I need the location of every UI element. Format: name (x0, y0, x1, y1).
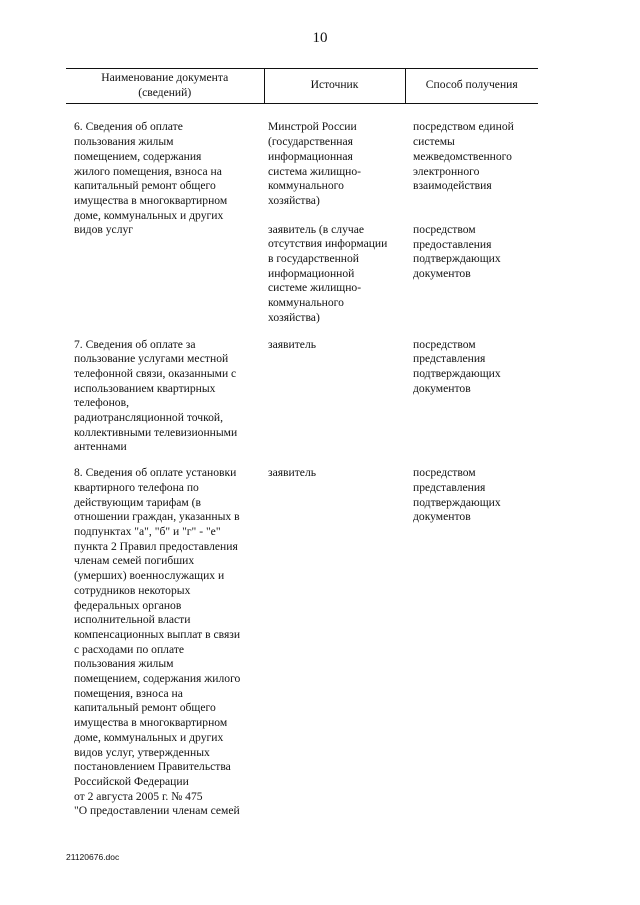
text-line: хозяйства) (268, 193, 320, 207)
text-line: радиотрансляционной точкой, (74, 411, 224, 425)
text-line: пользования жилым (74, 657, 174, 671)
text-line: пользование услугами местной (74, 352, 229, 366)
header-source: Источник (264, 69, 405, 104)
text-line: использованием квартирных (74, 381, 216, 395)
text-line: помещением, содержания (74, 149, 202, 163)
text-line: жилого помещения, взноса на (74, 164, 222, 178)
text-line: имущества в многоквартирном (74, 716, 228, 730)
text-line: с расходами по оплате (74, 642, 185, 656)
text-line: коммунального (268, 179, 344, 193)
table-row (66, 326, 538, 456)
text-line: системы (413, 135, 455, 149)
text-line: в государственной (268, 252, 360, 266)
page-number: 10 (312, 30, 328, 46)
row-6-method-2 (413, 223, 534, 282)
text-line: Минстрой России (268, 120, 357, 134)
row-6-method-1 (413, 120, 534, 194)
text-line: (государственная (268, 135, 353, 149)
text-line: сотрудников некоторых (74, 583, 191, 597)
text-line: Российской Федерации (74, 774, 189, 788)
header-document-name (66, 69, 264, 104)
text-line: телефонов, (74, 396, 129, 410)
header-name-line-2: (сведений) (138, 85, 192, 99)
text-line: посредством (413, 337, 476, 351)
row-8-source (264, 455, 405, 819)
text-line: посредством единой (413, 120, 514, 134)
text-line: доме, коммунальных и других (74, 208, 224, 222)
footer-filename: 21120676.doc (66, 852, 120, 862)
row-6-source-1 (268, 120, 401, 208)
text-line: информационная (268, 149, 353, 163)
text-line: пользования жилым (74, 135, 174, 149)
row-6-method (405, 104, 538, 326)
text-line: межведомственного (413, 149, 512, 163)
text-line: имущества в многоквартирном (74, 193, 228, 207)
row-6-source (264, 104, 405, 326)
row-7-source (264, 326, 405, 456)
text-line: федеральных органов (74, 598, 182, 612)
text-line: коллективными телевизионными (74, 425, 238, 439)
text-line: компенсационных выплат в связи (74, 627, 241, 641)
text-line: системе жилищно- (268, 281, 362, 295)
text-line: представления (413, 352, 486, 366)
text-line: членам семей погибших (74, 554, 195, 568)
text-line: капитальный ремонт общего (74, 179, 216, 193)
text-line: доме, коммунальных и других (74, 730, 224, 744)
text-line: документов (413, 510, 471, 524)
text-line: посредством (413, 222, 476, 236)
text-line: информационной (268, 266, 355, 280)
table-row (66, 104, 538, 326)
text-line: 6. Сведения об оплате (74, 120, 183, 134)
text-line: антеннами (74, 440, 127, 454)
row-7-method (405, 326, 538, 456)
text-line: заявитель (268, 337, 317, 351)
text-line: отношении граждан, указанных в (74, 510, 240, 524)
text-line: отсутствия информации (268, 237, 388, 251)
text-line: документов (413, 267, 471, 281)
text-line: взаимодействия (413, 179, 492, 193)
text-line: посредством (413, 466, 476, 480)
text-line: помещения, взноса на (74, 686, 183, 700)
header-name-line-1: Наименование документа (101, 71, 229, 84)
text-line: от 2 августа 2005 г. № 475 (74, 789, 203, 803)
header-method: Способ получения (405, 69, 538, 104)
text-line: хозяйства) (268, 310, 320, 324)
text-line: подтверждающих (413, 366, 501, 380)
text-line: действующим тарифам (в (74, 495, 201, 509)
documents-table (66, 68, 538, 819)
text-line: 8. Сведения об оплате установки (74, 466, 237, 480)
text-line: видов услуг (74, 223, 134, 237)
text-line: заявитель (в случае (268, 222, 365, 236)
table-row (66, 455, 538, 819)
text-line: капитальный ремонт общего (74, 701, 216, 715)
row-6-name (66, 104, 264, 326)
text-line: подтверждающих (413, 495, 501, 509)
text-line: 7. Сведения об оплате за (74, 337, 196, 351)
text-line: предоставления (413, 237, 492, 251)
text-line: "О предоставлении членам семей (74, 804, 240, 818)
text-line: документов (413, 381, 471, 395)
text-line: коммунального (268, 296, 344, 310)
text-line: квартирного телефона по (74, 480, 199, 494)
text-line: (умерших) военнослужащих и (74, 569, 225, 583)
text-line: помещением, содержания жилого (74, 672, 241, 686)
text-line: подпунктах "а", "б" и "г" - "е" (74, 524, 221, 538)
row-8-method (405, 455, 538, 819)
row-6-source-2 (268, 223, 401, 326)
row-7-name (66, 326, 264, 456)
table-header-row (66, 69, 538, 104)
text-line: подтверждающих (413, 252, 501, 266)
row-8-name (66, 455, 264, 819)
text-line: телефонной связи, оказанными с (74, 366, 237, 380)
text-line: система жилищно- (268, 164, 362, 178)
text-line: электронного (413, 164, 480, 178)
text-line: заявитель (268, 466, 317, 480)
text-line: видов услуг, утвержденных (74, 745, 210, 759)
text-line: представления (413, 480, 486, 494)
text-line: пункта 2 Правил предоставления (74, 539, 238, 553)
text-line: исполнительной власти (74, 613, 191, 627)
text-line: постановлением Правительства (74, 760, 231, 774)
